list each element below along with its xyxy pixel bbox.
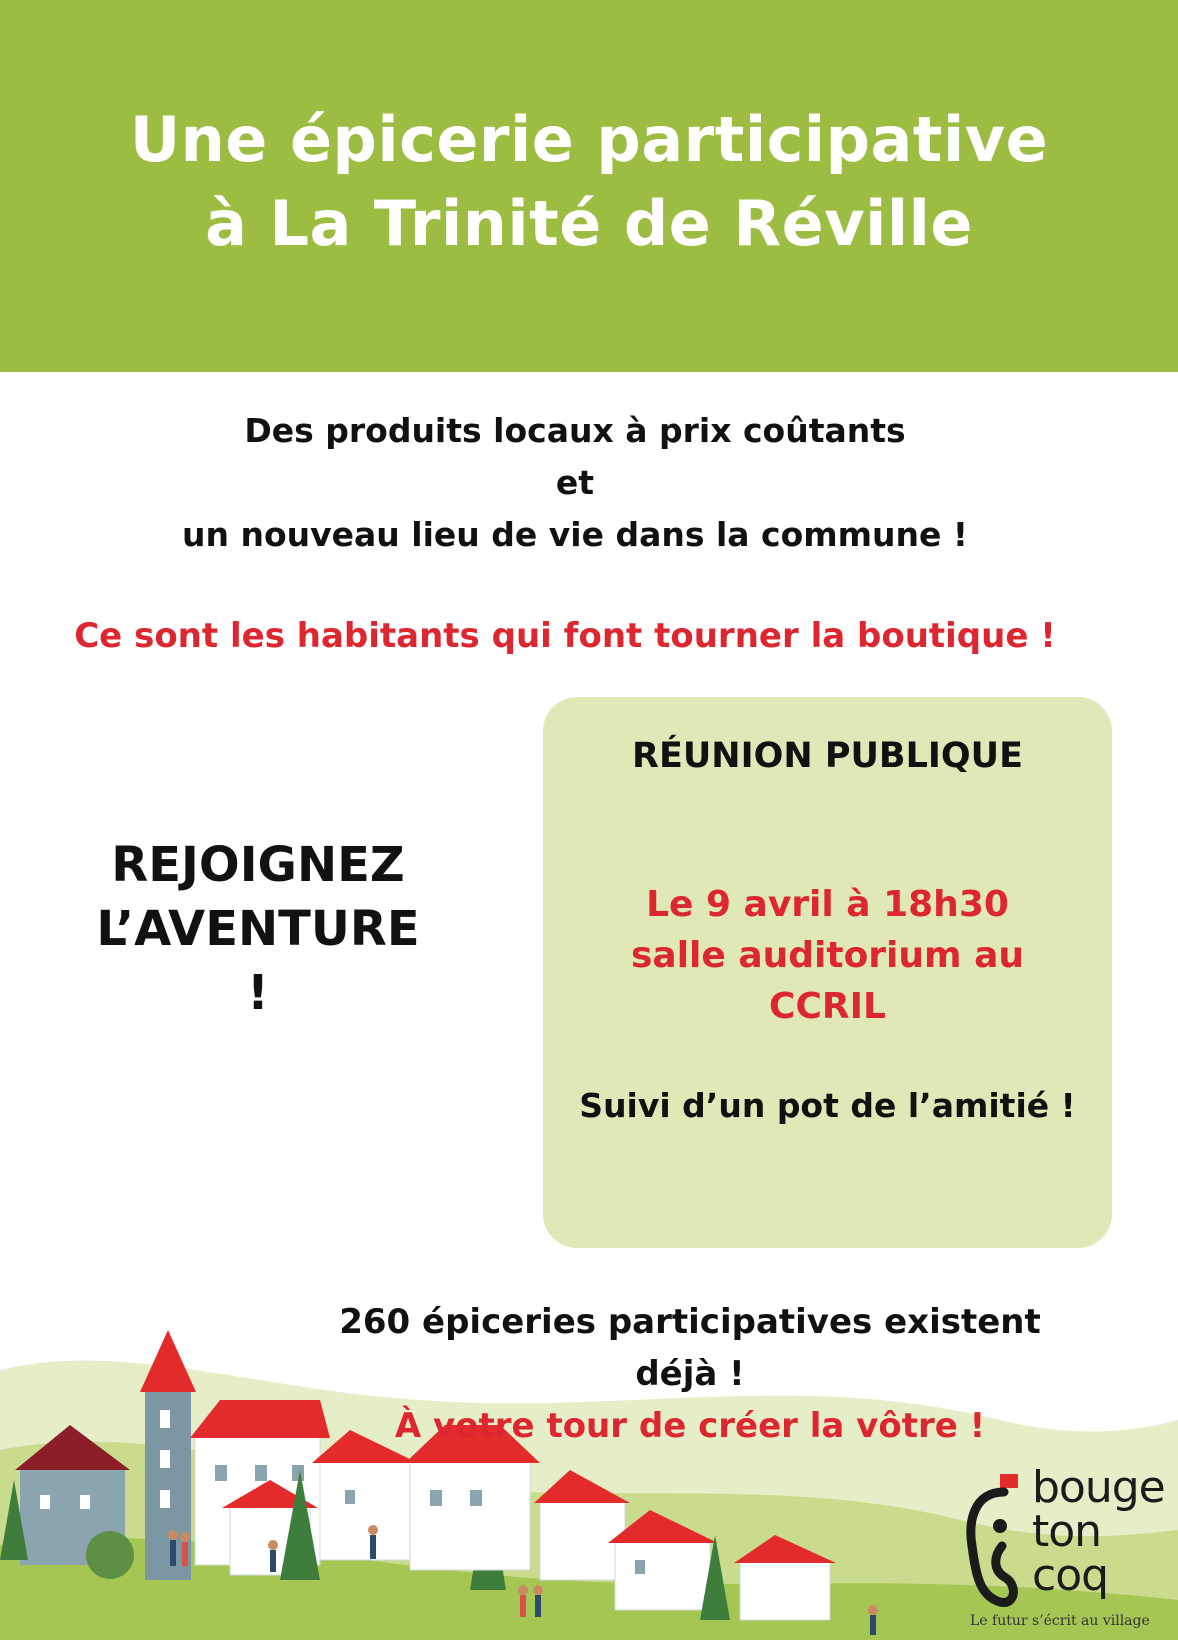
coq-icon	[960, 1466, 1030, 1616]
logo-word-1: bouge	[1032, 1462, 1165, 1513]
join-line-1: REJOIGNEZ	[111, 837, 405, 893]
bouge-ton-coq-logo	[960, 1462, 1165, 1636]
title-line-2: à La Trinité de Réville	[205, 187, 973, 260]
bottom-text	[290, 1296, 1090, 1452]
meeting-place-line-2: CCRIL	[769, 986, 886, 1027]
join-line-2: L’AVENTURE	[96, 901, 420, 957]
logo-word-2: ton	[1032, 1506, 1102, 1557]
intro-text	[0, 405, 1150, 561]
meeting-date: Le 9 avril à 18h30	[646, 884, 1009, 925]
page-title	[0, 98, 1178, 266]
meeting-details	[543, 879, 1112, 1032]
bottom-line-3: À votre tour de créer la vôtre !	[394, 1406, 986, 1446]
meeting-heading: RÉUNION PUBLIQUE	[632, 736, 1023, 776]
logo-tagline: Le futur s’écrit au village	[970, 1613, 1150, 1629]
intro-line-3: un nouveau lieu de vie dans la commune !	[182, 515, 968, 554]
meeting-place-line-1: salle auditorium au	[630, 935, 1024, 976]
logo-word-3: coq	[1032, 1550, 1109, 1601]
logo-wordmark	[1032, 1462, 1165, 1601]
intro-line-1: Des produits locaux à prix coûtants	[244, 411, 906, 450]
highlight-text: Ce sont les habitants qui font tourner la boutique !	[74, 616, 1056, 656]
join-line-3: !	[247, 965, 269, 1021]
meeting-info-box	[543, 697, 1112, 1248]
header-banner	[0, 0, 1178, 372]
meeting-extra: Suivi d’un pot de l’amitié !	[579, 1086, 1076, 1125]
intro-line-2: et	[555, 463, 595, 502]
bottom-line-2: déjà !	[635, 1354, 745, 1394]
join-callout	[48, 833, 468, 1025]
bottom-line-1: 260 épiceries participatives existent	[339, 1302, 1041, 1342]
title-line-1: Une épicerie participative	[129, 103, 1049, 176]
bush-1	[86, 1531, 134, 1579]
